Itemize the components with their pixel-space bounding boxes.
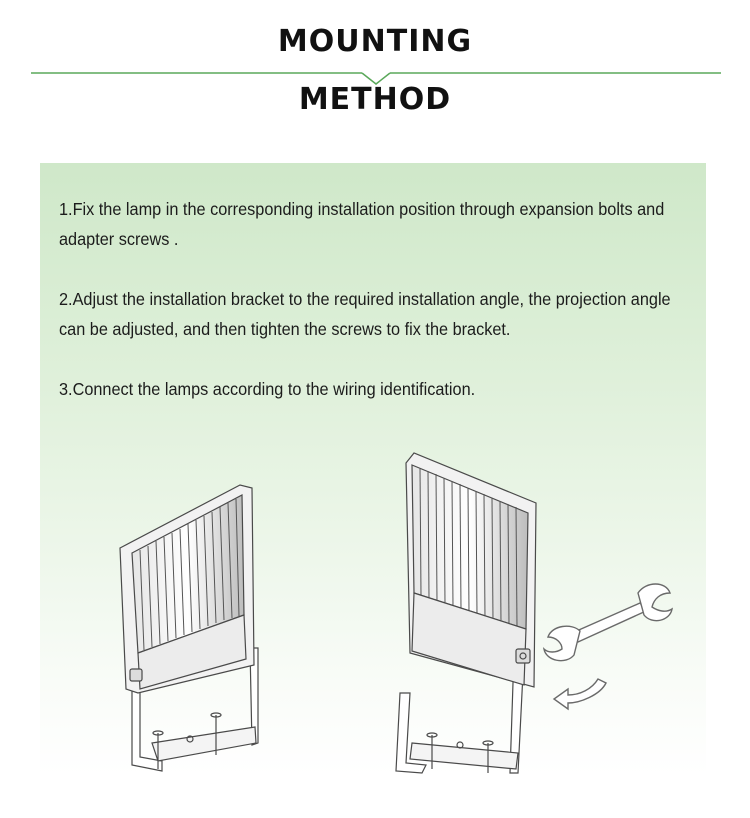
- step-1-text: 1.Fix the lamp in the corresponding installation position through expansion bolts and adapter screws .: [59, 199, 665, 249]
- floodlight-mounted-icon: [120, 485, 258, 771]
- page-title-line2: METHOD: [298, 82, 452, 117]
- rotate-arrow-icon: [554, 679, 606, 709]
- floodlight-adjusting-icon: [396, 453, 536, 773]
- step-3-text: 3.Connect the lamps according to the wiring identification.: [59, 379, 476, 399]
- instructions-panel: [40, 163, 706, 775]
- wrench-icon: [544, 584, 672, 661]
- step-2-text: 2.Adjust the installation bracket to the required installation angle, the projection angle can be adjusted, and then tighten the screws to fix the bracket.: [59, 289, 671, 339]
- page-title-line1: MOUNTING: [277, 24, 473, 59]
- mounting-illustration: [40, 443, 706, 775]
